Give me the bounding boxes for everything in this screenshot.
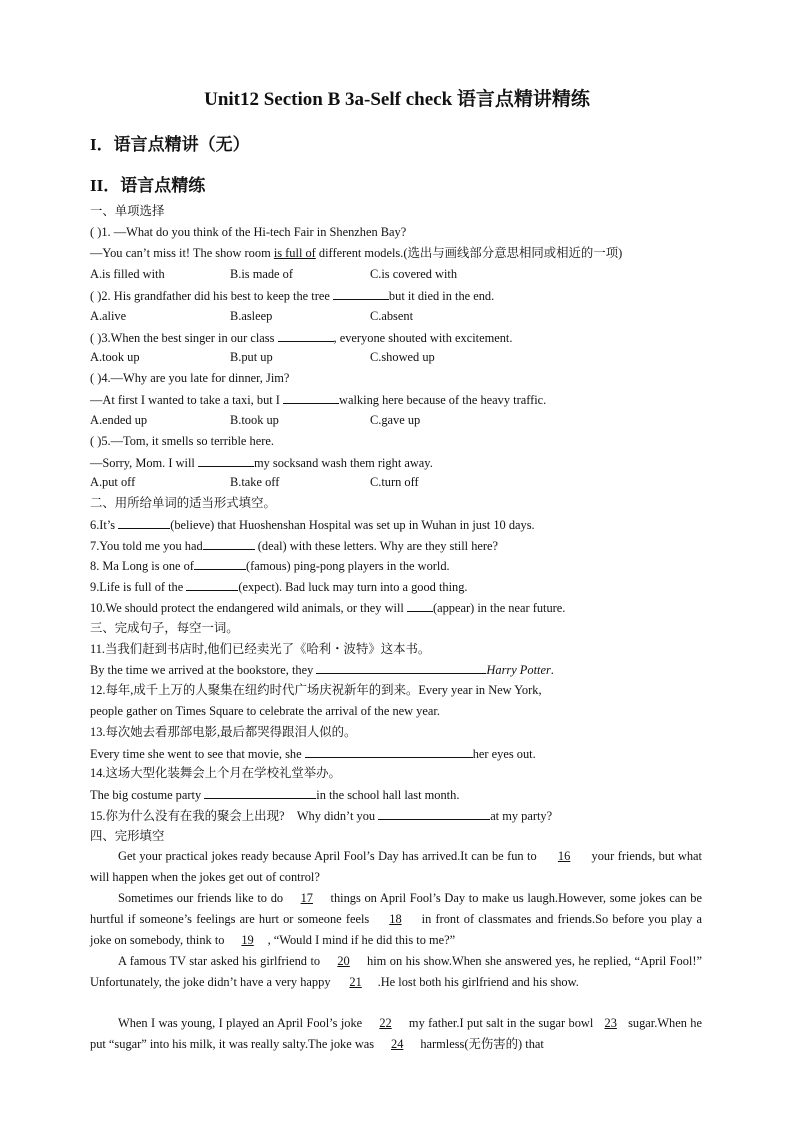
blank-19: 19 xyxy=(241,932,254,947)
q5-stem: ( )5.—Tom, it smells so terrible here. xyxy=(90,434,274,448)
q11-english xyxy=(90,661,554,679)
p2-text-d: , “Would I mind if he did this to me?” xyxy=(267,932,456,947)
p4-text-c: sugar.When he put “sugar” into his milk, it was really salty.The joke was xyxy=(90,1016,703,1051)
q9-blank xyxy=(186,578,238,591)
part4-heading: 四、完形填空 xyxy=(90,829,165,843)
q15-text-b: at my party? xyxy=(490,809,553,823)
q8-text-a: 8. Ma Long is one of xyxy=(90,559,194,573)
q14-english xyxy=(90,786,459,804)
q8-blank xyxy=(194,557,246,570)
blank-24: 24 xyxy=(391,1036,404,1051)
q4-stem: ( )4.—Why are you late for dinner, Jim? xyxy=(90,371,290,385)
cloze-paragraph-3 xyxy=(90,951,702,993)
p3-text-c: .He lost both his girlfriend and his show. xyxy=(377,974,579,989)
q1-option-b: B.is made of xyxy=(230,267,293,281)
q4-option-b: B.took up xyxy=(230,413,279,427)
q4-option-a: A.ended up xyxy=(90,413,148,427)
q1-text-a: —You can’t miss it! The show room xyxy=(90,246,274,260)
q15 xyxy=(90,807,552,825)
q14-text-a: The big costume party xyxy=(90,788,205,802)
q3-text-b: , everyone shouted with excitement. xyxy=(333,331,513,345)
q6-text-a: 6.It’s xyxy=(90,518,119,532)
q11-text-end: . xyxy=(550,663,554,677)
q5-blank xyxy=(198,454,254,467)
p3-text-b: him on his show.When she answered yes, he replied, “April Fool!” Unfortunately, the joke didn’t have a very happy xyxy=(90,954,702,989)
q4-blank xyxy=(283,391,339,404)
q8 xyxy=(90,557,450,575)
q12-english: people gather on Times Square to celebrate the arrival of the new year. xyxy=(90,704,440,718)
q3-stem xyxy=(90,329,512,347)
p1-text-b: your friends, but what will happen when the jokes get out of control? xyxy=(90,849,702,884)
q7-text-a: 7.You told me you had xyxy=(90,539,203,553)
q1-stem: ( )1. —What do you think of the Hi-tech Fair in Shenzhen Bay? xyxy=(90,225,407,239)
q14-chinese: 14.这场大型化装舞会上个月在学校礼堂举办。 xyxy=(90,766,341,780)
q1-option-c: C.is covered with xyxy=(370,267,458,281)
part3-heading: 三、完成句子，每空一词。 xyxy=(90,621,239,635)
blank-22: 22 xyxy=(379,1016,392,1030)
q3-option-c: C.showed up xyxy=(370,350,435,364)
q1-line2 xyxy=(90,245,622,262)
q13-text-b: her eyes out. xyxy=(472,747,536,761)
q6-text-b: (believe) that Huoshenshan Hospital was set up in Wuhan in just 10 days. xyxy=(170,518,535,532)
cloze-paragraph-1 xyxy=(90,846,702,888)
q2-blank xyxy=(333,287,389,300)
q11-blank xyxy=(316,661,486,674)
q2-text-a: ( )2. His grandfather did his best to keep the tree xyxy=(90,289,333,303)
p3-text-a: A famous TV star asked his girlfriend to xyxy=(118,954,324,968)
q5-option-c: C.turn off xyxy=(370,475,419,489)
q4-line2 xyxy=(90,391,546,409)
q2-stem xyxy=(90,287,494,305)
blank-20: 20 xyxy=(337,954,350,968)
blank-16: 16 xyxy=(557,849,571,863)
q10-text-a: 10.We should protect the endangered wild animals, or they will xyxy=(90,601,407,615)
q10-blank xyxy=(407,599,433,612)
q8-text-b: (famous) ping-pong players in the world. xyxy=(245,559,450,573)
page-title: Unit12 Section B 3a-Self check 语言点精讲精练 xyxy=(204,89,590,110)
q3-blank xyxy=(278,329,334,342)
q13-chinese: 13.每次她去看那部电影,最后都哭得跟泪人似的。 xyxy=(90,725,357,739)
q14-blank xyxy=(204,786,316,799)
q5-text-a: —Sorry, Mom. I will xyxy=(90,456,198,470)
q1-option-a: A.is filled with xyxy=(90,267,165,281)
q13-blank xyxy=(305,745,473,758)
q2-option-c: C.absent xyxy=(370,309,414,323)
q10-text-b: (appear) in the near future. xyxy=(432,601,566,615)
q7 xyxy=(90,537,498,555)
p4-text-a: When I was young, I played an April Fool’s joke xyxy=(118,1016,366,1030)
q6 xyxy=(90,516,535,534)
p1-text-a: Get your practical jokes ready because April Fool’s Day has arrived.It can be fun to xyxy=(118,849,541,863)
q4-text-a: —At first I wanted to take a taxi, but I xyxy=(90,393,284,407)
p2-text-c: in front of classmates and friends.So before you play a joke on somebody, think to xyxy=(90,911,702,947)
part2-heading: 二、用所给单词的适当形式填空。 xyxy=(90,496,276,510)
q11-text-a: By the time we arrived at the bookstore, they xyxy=(90,663,317,677)
p4-text-d: harmless(无伤害的) that xyxy=(417,1036,544,1051)
q11-book-title: Harry Potter xyxy=(486,663,551,677)
q13-text-a: Every time she went to see that movie, she xyxy=(90,747,305,761)
q5-line2 xyxy=(90,454,433,472)
q9-text-a: 9.Life is full of the xyxy=(90,580,187,594)
p2-text-b: things on April Fool’s Day to make us laugh.However, some jokes can be hurtful if someone’s feelings are hurt or someone feels xyxy=(90,891,702,926)
part1-heading: 一、单项选择 xyxy=(90,204,165,218)
q1-underlined-phrase: is full of xyxy=(273,246,316,260)
q5-text-b: my socksand wash them right away. xyxy=(253,456,433,470)
q6-blank xyxy=(118,516,170,529)
q11-chinese: 11.当我们赶到书店时,他们已经卖光了《哈利・波特》这本书。 xyxy=(90,642,431,656)
blank-23: 23 xyxy=(604,1016,617,1030)
blank-17: 17 xyxy=(300,891,313,905)
q2-option-b: B.asleep xyxy=(230,309,273,323)
section-heading-1: I．语言点精讲（无） xyxy=(90,135,250,154)
blank-21: 21 xyxy=(349,974,362,989)
q5-option-a: A.put off xyxy=(90,475,136,489)
q3-text-a: ( )3.When the best singer in our class xyxy=(90,331,278,345)
q4-option-c: C.gave up xyxy=(370,413,421,427)
q15-text-a: 15.你为什么没有在我的聚会上出现? Why didn’t you xyxy=(90,809,379,823)
blank-18: 18 xyxy=(389,911,402,926)
q13-english xyxy=(90,745,536,763)
q1-text-b: different models.(选出与画线部分意思相同或相近的一项) xyxy=(315,246,623,260)
q3-option-b: B.put up xyxy=(230,350,273,364)
q9-text-b: (expect). Bad luck may turn into a good thing. xyxy=(238,580,468,594)
q14-text-b: in the school hall last month. xyxy=(316,788,460,802)
q12-chinese: 12.每年,成千上万的人聚集在纽约时代广场庆祝新年的到来。Every year in New York, xyxy=(90,683,542,697)
cloze-paragraph-4 xyxy=(90,1013,702,1055)
section-heading-2: II．语言点精练 xyxy=(90,176,206,195)
q5-option-b: B.take off xyxy=(230,475,280,489)
q2-option-a: A.alive xyxy=(90,309,127,323)
q10 xyxy=(90,599,565,617)
q15-blank xyxy=(378,807,490,820)
p2-text-a: Sometimes our friends like to do xyxy=(118,891,287,905)
p4-text-b: my father.I put salt in the sugar bowl xyxy=(405,1016,597,1030)
cloze-paragraph-2 xyxy=(90,888,702,950)
q7-text-b: (deal) with these letters. Why are they still here? xyxy=(254,539,499,553)
q9 xyxy=(90,578,468,596)
q2-text-b: but it died in the end. xyxy=(388,289,495,303)
q7-blank xyxy=(203,537,255,550)
q3-option-a: A.took up xyxy=(90,350,140,364)
q4-text-b: walking here because of the heavy traffic. xyxy=(339,393,547,407)
